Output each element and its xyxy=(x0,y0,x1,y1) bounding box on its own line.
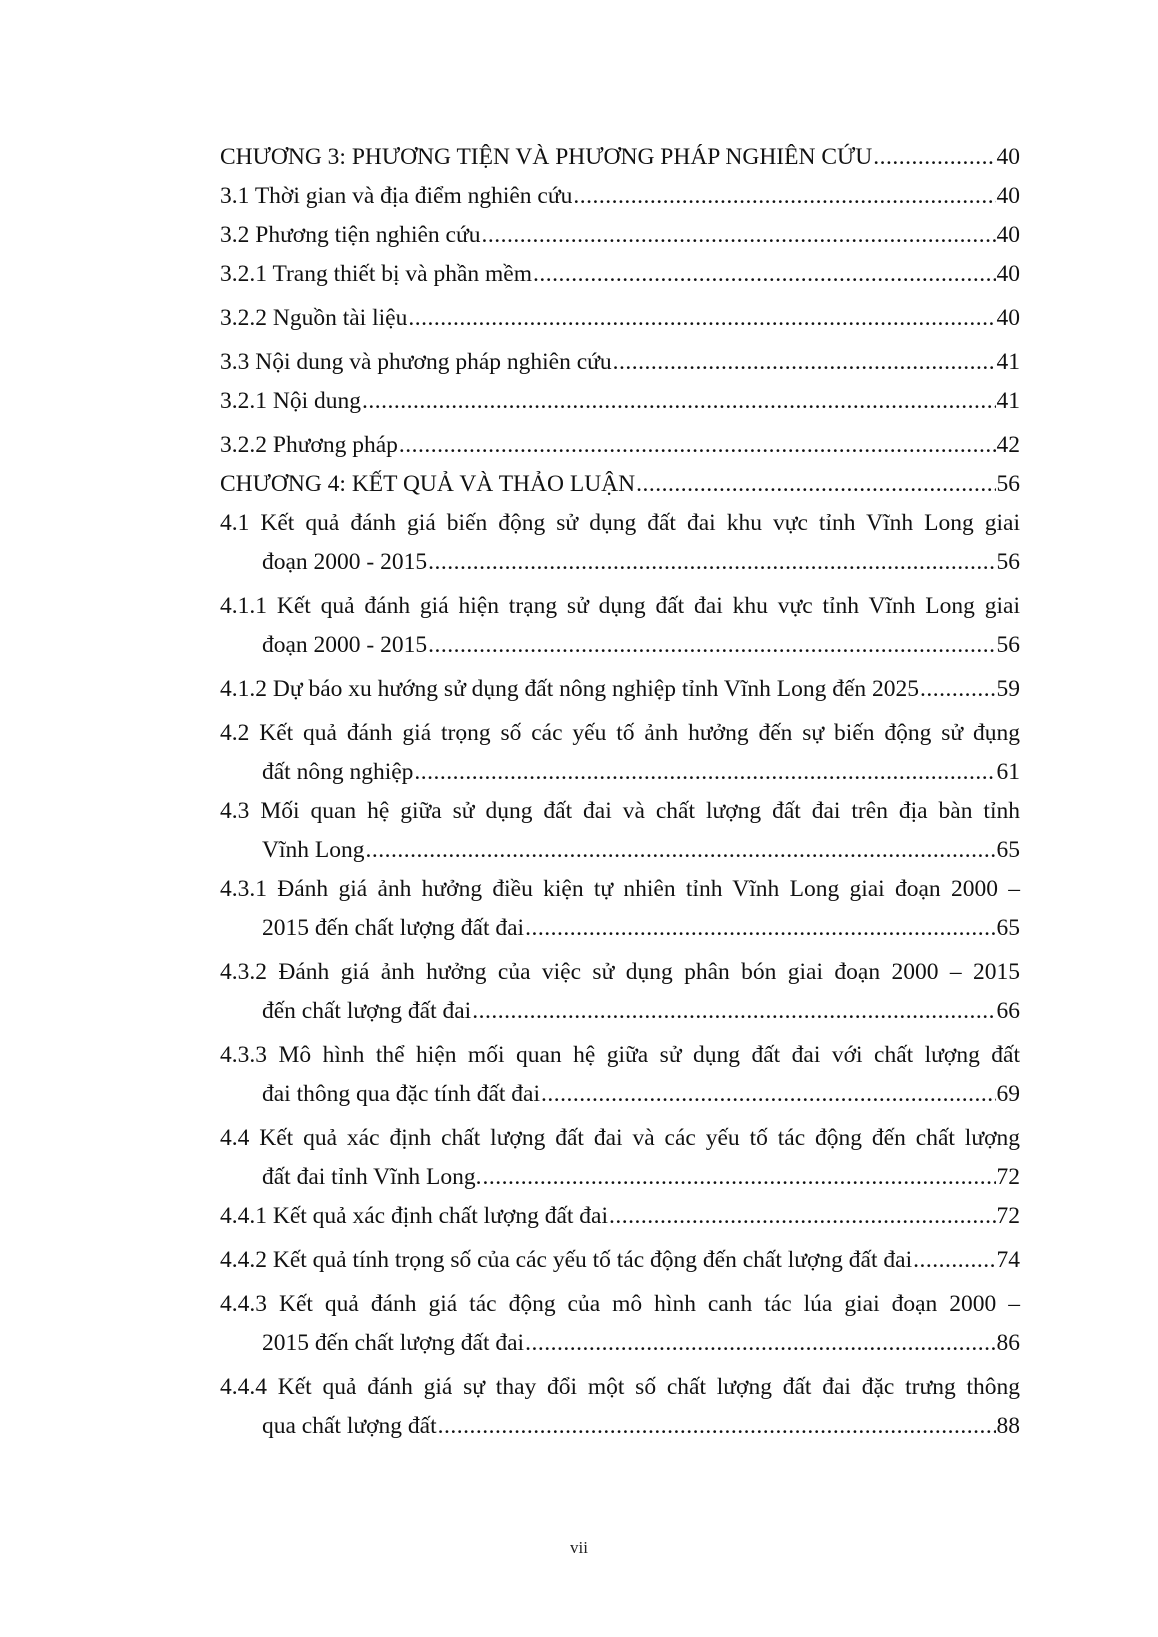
toc-entry-title: 4.3.2 Đánh giá ảnh hưởng của việc sử dụng phân bón giai đoạn 2000 – 2015 xyxy=(220,959,1020,985)
toc-entry-page: 56 xyxy=(996,632,1020,658)
toc-entry-title-continued: Vĩnh Long xyxy=(262,837,365,863)
toc-entry-page: 56 xyxy=(996,549,1020,575)
toc-entry-page: 40 xyxy=(996,261,1020,287)
toc-entry-title: 4.4.3 Kết quả đánh giá tác động của mô hình canh tác lúa giai đoạn 2000 – xyxy=(220,1291,1020,1317)
toc-entry-page: 40 xyxy=(996,305,1020,331)
toc-entry-4-3-3[interactable] xyxy=(220,1036,1020,1114)
dot-leader xyxy=(428,543,995,582)
toc-entry-title: CHƯƠNG 3: PHƯƠNG TIỆN VÀ PHƯƠNG PHÁP NGHIÊN CỨU xyxy=(220,144,873,170)
toc-entry-page: 72 xyxy=(996,1164,1020,1190)
dot-leader xyxy=(636,465,995,504)
dot-leader xyxy=(428,626,995,665)
toc-entry-chapter-3[interactable] xyxy=(220,138,1020,177)
toc-entry-title: 3.2 Phương tiện nghiên cứu xyxy=(220,222,481,248)
toc-entry-title: 3.1 Thời gian và địa điểm nghiên cứu xyxy=(220,183,573,209)
toc-entry-page: 72 xyxy=(996,1203,1020,1229)
toc-entry-page: 86 xyxy=(996,1330,1020,1356)
toc-entry-4-2[interactable] xyxy=(220,714,1020,792)
toc-entry-title: 3.2.1 Nội dung xyxy=(220,388,361,414)
toc-entry-page: 59 xyxy=(996,676,1020,702)
toc-entry-title: 4.1 Kết quả đánh giá biến động sử dụng đất đai khu vực tỉnh Vĩnh Long giai xyxy=(220,510,1020,536)
toc-entry-title: 4.4.4 Kết quả đánh giá sự thay đổi một số chất lượng đất đai đặc trưng thông xyxy=(220,1374,1020,1400)
toc-entry-title-continued: đai thông qua đặc tính đất đai xyxy=(262,1081,541,1107)
toc-entry-page: 74 xyxy=(996,1247,1020,1273)
toc-entry-page: 40 xyxy=(996,222,1020,248)
toc-entry-4-4-2[interactable] xyxy=(220,1241,1020,1280)
toc-entry-3-3[interactable] xyxy=(220,343,1020,382)
toc-entry-3-1[interactable] xyxy=(220,177,1020,216)
toc-entry-title: 4.3.1 Đánh giá ảnh hưởng điều kiện tự nhiên tỉnh Vĩnh Long giai đoạn 2000 – xyxy=(220,876,1020,902)
dot-leader xyxy=(873,138,995,177)
toc-entry-page: 66 xyxy=(996,998,1020,1024)
toc-entry-chapter-4[interactable] xyxy=(220,465,1020,504)
dot-leader xyxy=(573,177,995,216)
toc-entry-title: 4.4.1 Kết quả xác định chất lượng đất đai xyxy=(220,1203,609,1229)
toc-entry-3-2-2-method[interactable] xyxy=(220,426,1020,465)
toc-entry-title-continued: 2015 đến chất lượng đất đai xyxy=(262,1330,525,1356)
toc-entry-4-4-4[interactable] xyxy=(220,1368,1020,1446)
toc-entry-4-3[interactable] xyxy=(220,792,1020,870)
dot-leader xyxy=(609,1197,995,1236)
toc-entry-title: 3.2.1 Trang thiết bị và phần mềm xyxy=(220,261,533,287)
dot-leader xyxy=(525,1324,995,1363)
toc-entry-page: 65 xyxy=(996,837,1020,863)
toc-entry-page: 61 xyxy=(996,759,1020,785)
toc-entry-4-1-2[interactable] xyxy=(220,670,1020,709)
toc-entry-3-2-1-content[interactable] xyxy=(220,382,1020,421)
toc-entry-title-continued: qua chất lượng đất xyxy=(262,1413,437,1439)
toc-entry-page: 40 xyxy=(996,183,1020,209)
toc-entry-title-continued: đến chất lượng đất đai xyxy=(262,998,472,1024)
toc-entry-4-4[interactable] xyxy=(220,1119,1020,1197)
toc-entry-title: 4.3.3 Mô hình thể hiện mối quan hệ giữa sử dụng đất đai với chất lượng đất xyxy=(220,1042,1020,1068)
dot-leader xyxy=(472,992,995,1031)
toc-entry-4-4-3[interactable] xyxy=(220,1285,1020,1363)
dot-leader xyxy=(541,1075,995,1114)
toc-entry-title: 3.2.2 Nguồn tài liệu xyxy=(220,305,408,331)
toc-entry-4-3-2[interactable] xyxy=(220,953,1020,1031)
dot-leader xyxy=(481,216,995,255)
toc-entry-title: 3.3 Nội dung và phương pháp nghiên cứu xyxy=(220,349,612,375)
toc-entry-4-1[interactable] xyxy=(220,504,1020,582)
dot-leader xyxy=(920,670,995,709)
toc-entry-4-1-1[interactable] xyxy=(220,587,1020,665)
toc-entry-title-continued: đoạn 2000 - 2015 xyxy=(262,632,428,658)
toc-entry-title: 4.3 Mối quan hệ giữa sử dụng đất đai và chất lượng đất đai trên địa bàn tỉnh xyxy=(220,798,1020,824)
dot-leader xyxy=(365,831,995,870)
toc-entry-title: 4.2 Kết quả đánh giá trọng số các yếu tố ảnh hưởng đến sự biến động sử đụng xyxy=(220,720,1020,746)
toc-entry-title: 3.2.2 Phương pháp xyxy=(220,432,398,458)
toc-entry-page: 65 xyxy=(996,915,1020,941)
dot-leader xyxy=(438,1407,996,1446)
toc-entry-title: 4.4.2 Kết quả tính trọng số của các yếu tố tác động đến chất lượng đất đai xyxy=(220,1247,913,1273)
toc-entry-title: 4.1.1 Kết quả đánh giá hiện trạng sử dụng đất đai khu vực tỉnh Vĩnh Long giai xyxy=(220,593,1020,619)
toc-entry-title: 4.1.2 Dự báo xu hướng sử dụng đất nông nghiệp tỉnh Vĩnh Long đến 2025 xyxy=(220,676,920,702)
toc-entry-title: 4.4 Kết quả xác định chất lượng đất đai và các yếu tố tác động đến chất lượng xyxy=(220,1125,1020,1151)
toc-entry-title-continued: đất nông nghiệp xyxy=(262,759,414,785)
dot-leader xyxy=(913,1241,995,1280)
toc-entry-page: 40 xyxy=(996,144,1020,170)
dot-leader xyxy=(613,343,996,382)
table-of-contents xyxy=(220,138,1020,1446)
toc-entry-4-4-1[interactable] xyxy=(220,1197,1020,1236)
toc-entry-title-continued: đoạn 2000 - 2015 xyxy=(262,549,428,575)
dot-leader xyxy=(483,1158,996,1197)
toc-entry-title: CHƯƠNG 4: KẾT QUẢ VÀ THẢO LUẬN xyxy=(220,471,636,497)
toc-entry-page: 42 xyxy=(996,432,1020,458)
toc-entry-page: 69 xyxy=(996,1081,1020,1107)
toc-entry-title-continued: 2015 đến chất lượng đất đai xyxy=(262,915,525,941)
toc-entry-page: 56 xyxy=(996,471,1020,497)
toc-entry-page: 41 xyxy=(996,349,1020,375)
dot-leader xyxy=(399,426,996,465)
page-number: vii xyxy=(570,1538,588,1557)
dot-leader xyxy=(408,299,995,338)
toc-entry-title-continued: đất đai tỉnh Vĩnh Long. xyxy=(262,1164,482,1190)
dot-leader xyxy=(525,909,995,948)
toc-entry-page: 88 xyxy=(996,1413,1020,1439)
toc-entry-page: 41 xyxy=(996,388,1020,414)
toc-entry-3-2-2[interactable] xyxy=(220,299,1020,338)
toc-entry-3-2[interactable] xyxy=(220,216,1020,255)
toc-entry-4-3-1[interactable] xyxy=(220,870,1020,948)
dot-leader xyxy=(414,753,995,792)
dot-leader xyxy=(533,255,995,294)
toc-entry-3-2-1[interactable] xyxy=(220,255,1020,294)
dot-leader xyxy=(362,382,996,421)
